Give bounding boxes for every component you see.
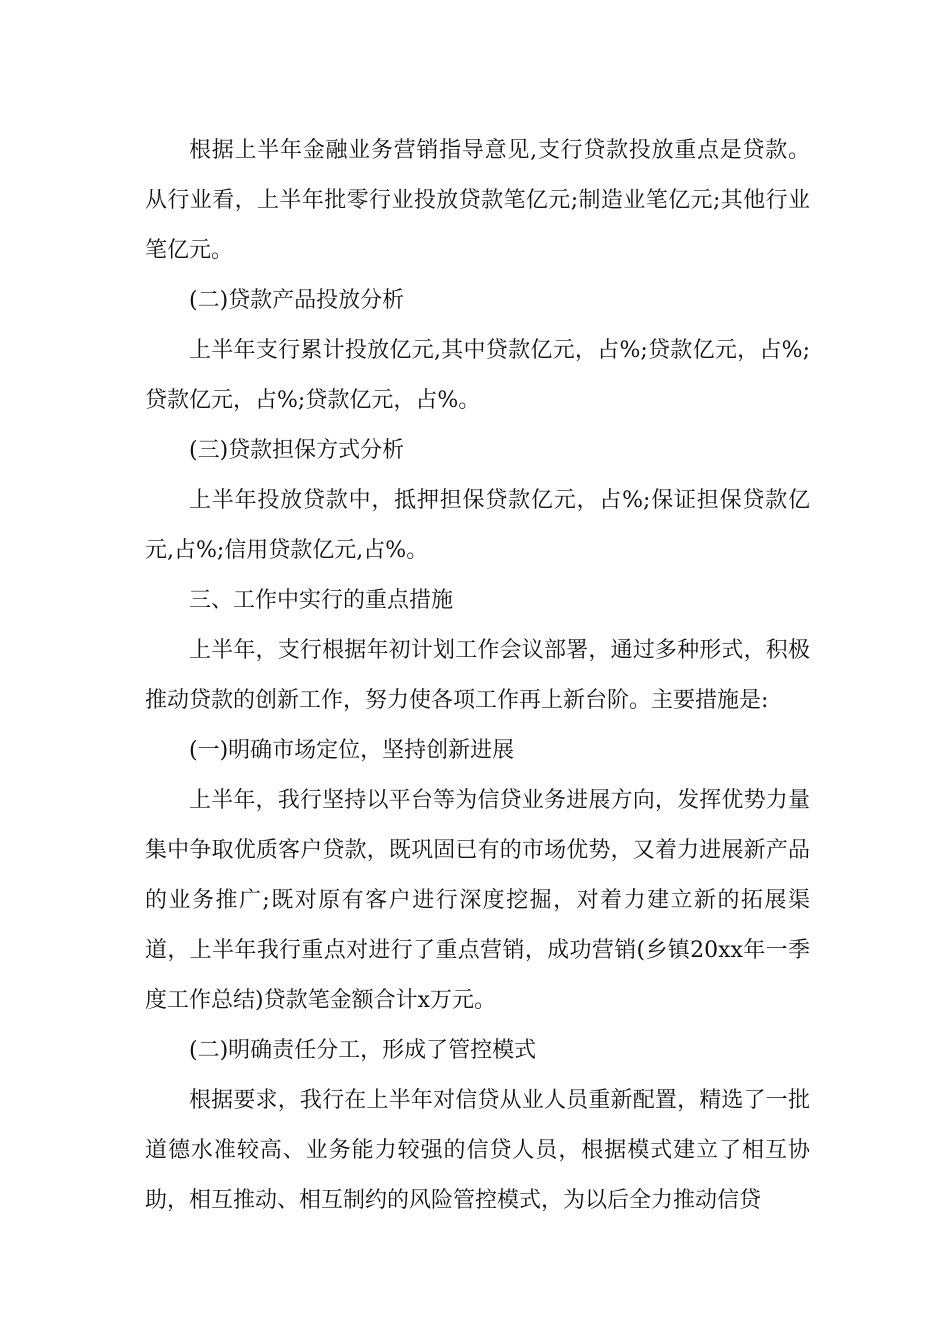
paragraph-loan-product: 上半年支行累计投放亿元,其中贷款亿元，占%;贷款亿元，占%;贷款亿元，占%;贷款亿元，占%。	[145, 338, 810, 413]
paragraph-loan-focus: 根据上半年金融业务营销指导意见,支行贷款投放重点是贷款。从行业看，上半年批零行业投放贷款笔亿元;制造业笔亿元;其他行业笔亿元。	[145, 138, 810, 263]
heading-loan-product-analysis: (二)贷款产品投放分析	[189, 288, 405, 313]
document-body	[145, 126, 810, 1226]
heading-market-positioning: (一)明确市场定位，坚持创新进展	[189, 738, 515, 763]
heading-guarantee-analysis: (三)贷款担保方式分析	[189, 438, 405, 463]
paragraph-measures-intro: 上半年，支行根据年初计划工作会议部署，通过多种形式，积极推动贷款的创新工作，努力使各项工作再上新台阶。主要措施是:	[145, 638, 810, 713]
paragraph-market-positioning: 上半年，我行坚持以平台等为信贷业务进展方向，发挥优势力量集中争取优质客户贷款，既巩固已有的市场优势，又着力进展新产品的业务推广;既对原有客户进行深度挖掘，对着力建立新的拓展渠道，上半年我行重点对进行了重点营销，成功营销(乡镇20xx年一季度工作总结)贷款笔金额合计x万元。	[145, 788, 810, 1013]
paragraph-guarantee: 上半年投放贷款中，抵押担保贷款亿元，占%;保证担保贷款亿元,占%;信用贷款亿元,占%。	[145, 488, 810, 563]
paragraph-responsibility: 根据要求，我行在上半年对信贷从业人员重新配置，精选了一批道德水准较高、业务能力较强的信贷人员，根据模式建立了相互协助，相互推动、相互制约的风险管控模式，为以后全力推动信贷	[145, 1088, 810, 1213]
heading-key-measures: 三、工作中实行的重点措施	[189, 588, 454, 613]
heading-responsibility: (二)明确责任分工，形成了管控模式	[189, 1038, 537, 1063]
